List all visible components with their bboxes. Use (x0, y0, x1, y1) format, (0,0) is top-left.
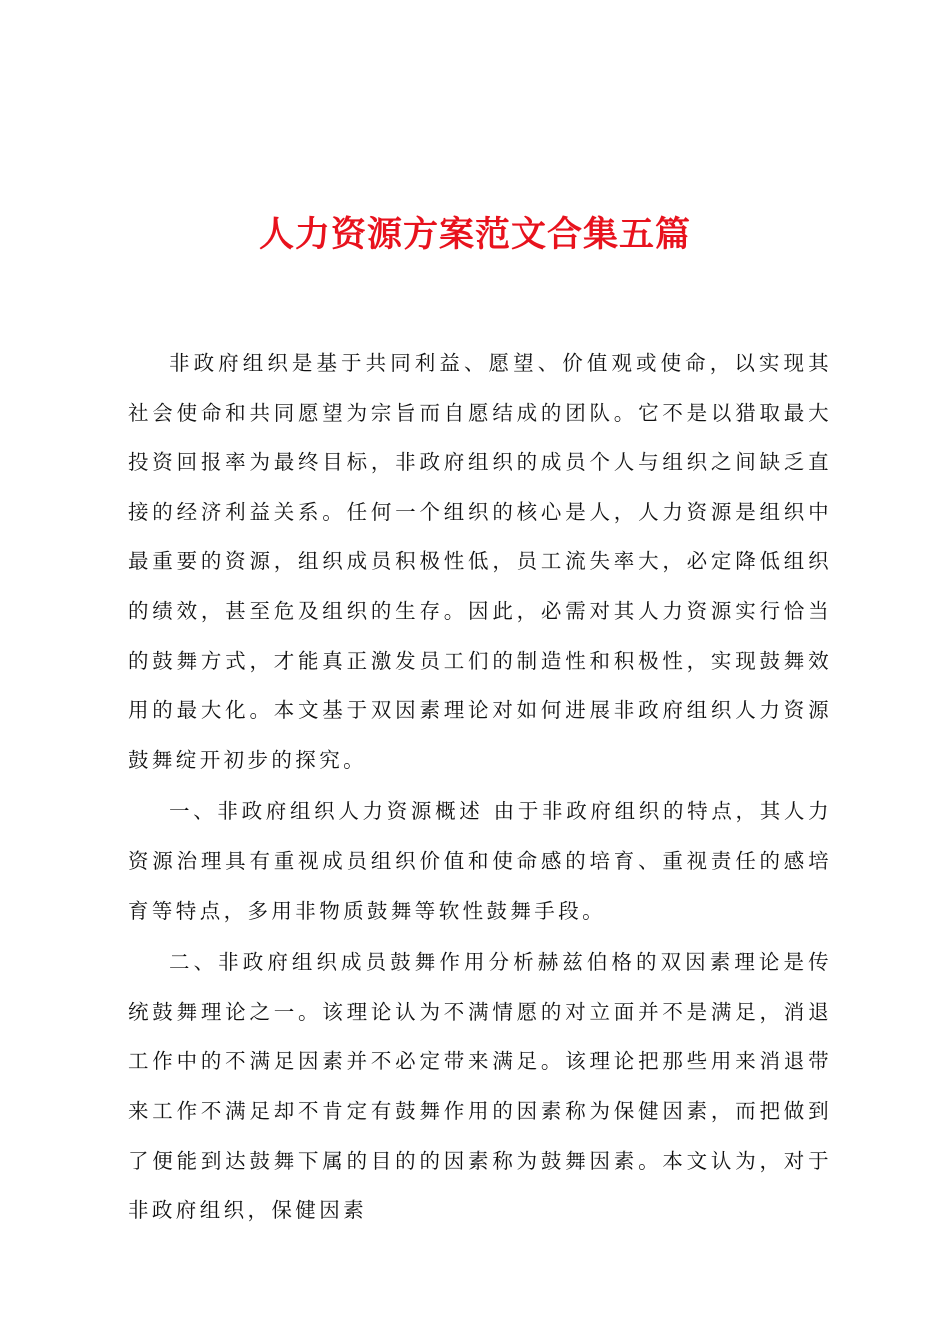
document-body (128, 339, 832, 1236)
document-title: 人力资源方案范文合集五篇 (258, 214, 691, 255)
paragraph-section-1: 一、非政府组织人力资源概述 由于非政府组织的特点，其人力资源治理具有重视成员组织价值和使命感的培育、重视责任的感培育等特点，多用非物质鼓舞等软性鼓舞手段。 (128, 799, 832, 923)
paragraph-intro: 非政府组织是基于共同利益、愿望、价值观或使命，以实现其社会使命和共同愿望为宗旨而自愿结成的团队。它不是以猎取最大投资回报率为最终目标，非政府组织的成员个人与组织之间缺乏直接的经济利益关系。任何一个组织的核心是人，人力资源是组织中最重要的资源，组织成员积极性低，员工流失率大，必定降低组织的绩效，甚至危及组织的生存。因此，必需对其人力资源实行恰当的鼓舞方式，才能真正激发员工们的制造性和积极性，实现鼓舞效用的最大化。本文基于双因素理论对如何进展非政府组织人力资源鼓舞绽开初步的探究。 (128, 351, 832, 772)
paragraph-section-2: 二、非政府组织成员鼓舞作用分析赫兹伯格的双因素理论是传统鼓舞理论之一。该理论认为不满情愿的对立面并不是满足，消退工作中的不满足因素并不必定带来满足。该理论把那些用来消退带来工作不满足却不肯定有鼓舞作用的因素称为保健因素，而把做到了便能到达鼓舞下属的目的的因素称为鼓舞因素。本文认为，对于非政府组织，保健因素 (128, 950, 832, 1223)
